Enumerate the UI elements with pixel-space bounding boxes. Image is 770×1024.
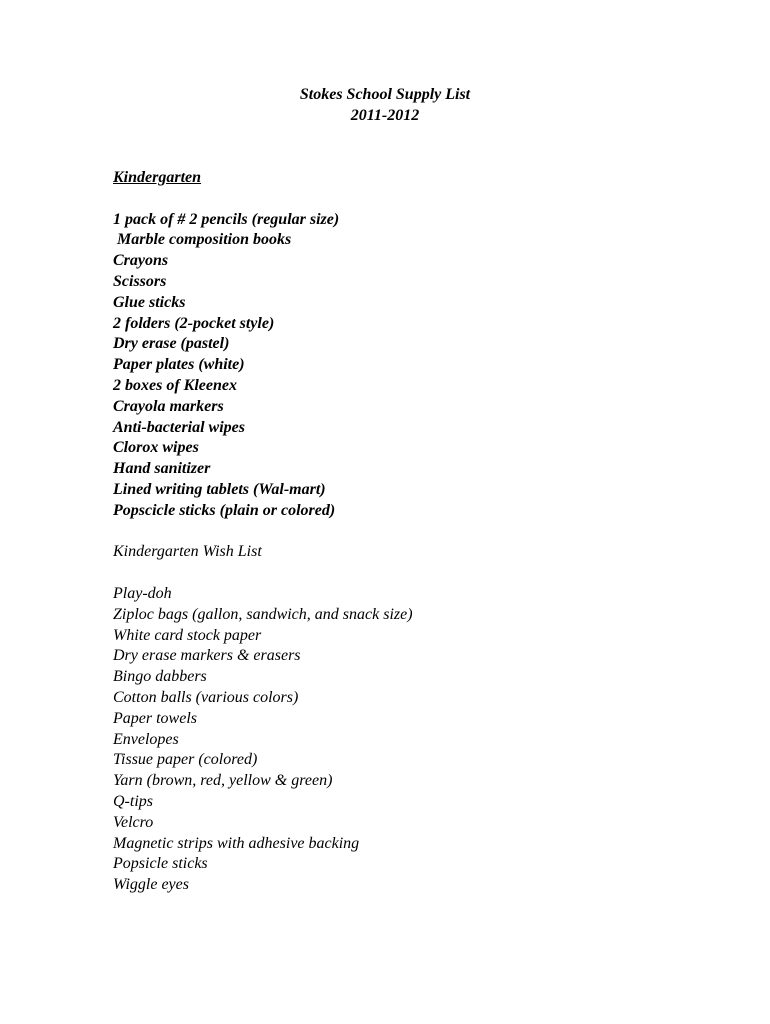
- title-block: [0, 85, 770, 126]
- list-item: Popscicle sticks (plain or colored): [113, 501, 336, 519]
- list-item: Scissors: [113, 272, 167, 290]
- list-item: Dry erase markers & erasers: [113, 647, 301, 665]
- list-item: Bingo dabbers: [113, 668, 207, 686]
- list-item: White card stock paper: [113, 626, 262, 644]
- list-item: Lined writing tablets (Wal-mart): [113, 480, 326, 498]
- list-item: Paper towels: [113, 709, 197, 727]
- supply-list-content: [113, 168, 713, 896]
- list-item: Cotton balls (various colors): [113, 688, 299, 706]
- list-item: Wiggle eyes: [113, 876, 189, 894]
- list-item: Paper plates (white): [113, 356, 245, 374]
- list-item: Envelopes: [113, 730, 179, 748]
- list-item: Yarn (brown, red, yellow & green): [113, 772, 333, 790]
- list-item: Q-tips: [113, 792, 153, 810]
- list-item: Popsicle sticks: [113, 855, 208, 873]
- wish-list-heading: Kindergarten Wish List: [113, 543, 262, 561]
- list-item: Play-doh: [113, 584, 172, 602]
- list-item: Glue sticks: [113, 293, 186, 311]
- list-item: Anti-bacterial wipes: [113, 418, 245, 436]
- list-item: Marble composition books: [113, 231, 292, 249]
- list-item: Tissue paper (colored): [113, 751, 258, 769]
- list-item: Crayola markers: [113, 397, 224, 415]
- list-item: Clorox wipes: [113, 439, 199, 457]
- list-item: Velcro: [113, 813, 154, 831]
- list-item: Ziploc bags (gallon, sandwich, and snack size): [113, 605, 413, 623]
- kindergarten-heading: Kindergarten: [113, 169, 202, 186]
- list-item: 1 pack of # 2 pencils (regular size): [113, 210, 340, 228]
- required-items-list: [113, 210, 713, 522]
- list-item: Hand sanitizer: [113, 460, 211, 478]
- list-item: Magnetic strips with adhesive backing: [113, 834, 360, 852]
- school-year: 2011-2012: [350, 106, 420, 124]
- document-title: Stokes School Supply List: [299, 86, 471, 103]
- list-item: 2 boxes of Kleenex: [113, 376, 237, 394]
- list-item: Crayons: [113, 252, 169, 270]
- list-item: 2 folders (2-pocket style): [113, 314, 275, 332]
- wish-list: [113, 584, 713, 896]
- list-item: Dry erase (pastel): [113, 335, 230, 353]
